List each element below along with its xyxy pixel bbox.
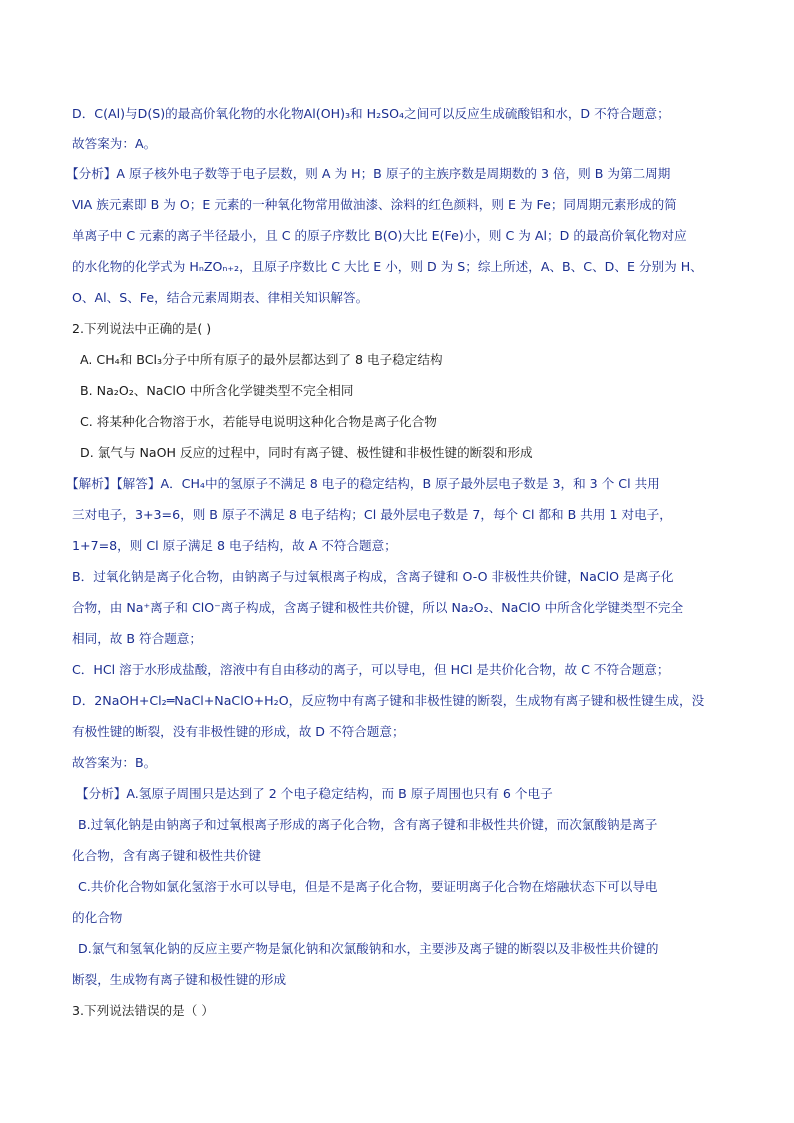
text-line: 合物，由 Na⁺离子和 ClO⁻离子构成，含离子键和极性共价键，所以 Na₂O₂、NaClO 中所含化学键类型不完全 [72, 600, 684, 615]
text-line: B．过氧化钠是离子化合物，由钠离子与过氧根离子构成，含离子键和 O-O 非极性共价键，NaClO 是离子化 [72, 569, 674, 584]
text-line: 故答案为：B。 [72, 755, 157, 770]
text-line: 单离子中 C 元素的离子半径最小，且 C 的原子序数比 B(O)大比 E(Fe)小，则 C 为 Al；D 的最高价氧化物对应 [72, 228, 687, 243]
text-line: 有极性键的断裂，没有非极性键的形成，故 D 不符合题意； [72, 724, 405, 739]
text-line: C.共价化合物如氯化氢溶于水可以导电，但是不是离子化合物，要证明离子化合物在熔融状态下可以导电 [78, 879, 658, 894]
option-d: D. 氯气与 NaOH 反应的过程中，同时有离子键、极性键和非极性键的断裂和形成 [80, 445, 533, 460]
option-c: C. 将某种化合物溶于水，若能导电说明这种化合物是离子化合物 [80, 414, 437, 429]
question-title: 2.下列说法中正确的是( ) [72, 321, 212, 336]
text-line: 【解析】【解答】A．CH₄中的氢原子不满足 8 电子的稳定结构，B 原子最外层电子数是 3，和 3 个 Cl 共用 [66, 476, 660, 491]
text-line: 三对电子，3+3=6，则 B 原子不满足 8 电子结构；Cl 最外层电子数是 7，每个 Cl 都和 B 共用 1 对电子， [72, 507, 672, 522]
option-a: A. CH₄和 BCl₃分子中所有原子的最外层都达到了 8 电子稳定结构 [80, 352, 443, 367]
text-line: 【分析】A.氢原子周围只是达到了 2 个电子稳定结构，而 B 原子周围也只有 6 个电子 [76, 786, 553, 801]
text-line: 【分析】A 原子核外电子数等于电子层数，则 A 为 H；B 原子的主族序数是周期数的 3 倍，则 B 为第二周期 [66, 166, 671, 181]
option-b: B. Na₂O₂、NaClO 中所含化学键类型不完全相同 [80, 383, 354, 398]
text-line: 1+7=8，则 Cl 原子满足 8 电子结构，故 A 不符合题意； [72, 538, 397, 553]
text-line: 故答案为：A。 [72, 136, 157, 151]
text-line: D．C(Al)与D(S)的最高价氧化物的水化物Al(OH)₃和 H₂SO₄之间可以反应生成硫酸铝和水，D 不符合题意； [72, 106, 670, 121]
text-line: B.过氧化钠是由钠离子和过氧根离子形成的离子化合物，含有离子键和非极性共价键，而次氯酸钠是离子 [78, 817, 658, 832]
text-line: 化合物，含有离子键和极性共价键 [72, 848, 261, 863]
text-line: O、Al、S、Fe，结合元素周期表、律相关知识解答。 [72, 290, 369, 305]
text-line: 断裂，生成物有离子键和极性键的形成 [72, 972, 287, 987]
text-line: 相同，故 B 符合题意； [72, 631, 202, 646]
text-line: D．2NaOH+Cl₂═NaCl+NaClO+H₂O，反应物中有离子键和非极性键的断裂，生成物有离子键和极性键生成，没 [72, 693, 705, 708]
text-line: C．HCl 溶于水形成盐酸，溶液中有自由移动的离子，可以导电，但 HCl 是共价化合物，故 C 不符合题意； [72, 662, 670, 677]
question-title: 3.下列说法错误的是（ ） [72, 1003, 214, 1018]
text-line: 的水化物的化学式为 HₙZOₙ₊₂，且原子序数比 C 大比 E 小，则 D 为 S；综上所述，A、B、C、D、E 分别为 H、 [72, 259, 703, 274]
text-line: 的化合物 [72, 910, 123, 925]
text-line: D.氯气和氢氧化钠的反应主要产物是氯化钠和次氯酸钠和水，主要涉及离子键的断裂以及非极性共价键的 [78, 941, 659, 956]
text-line: ⅥA 族元素即 B 为 O；E 元素的一种氧化物常用做油漆、涂料的红色颜料，则 E 为 Fe；同周期元素形成的简 [72, 197, 677, 212]
